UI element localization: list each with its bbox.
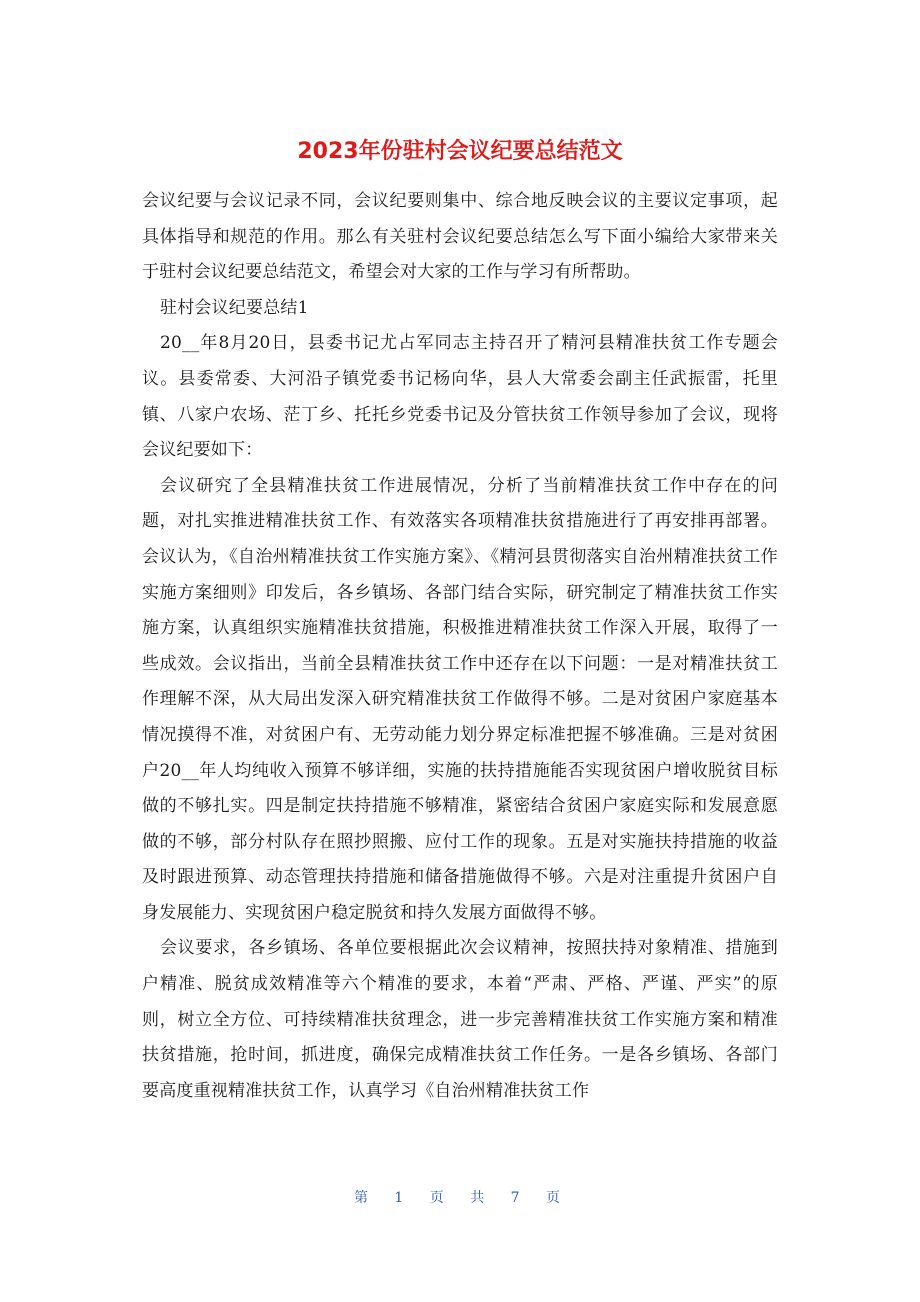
section-heading: 驻村会议纪要总结1 xyxy=(160,297,309,318)
meeting-paragraph: 20__年8月20日，县委书记尤占军同志主持召开了精河县精准扶贫工作专题会议。县委常委、大河沿子镇党委书记杨向华，县人大常委会副主任武振雷，托里镇、八家户农场、茫丁乡、托托乡党委书记及分管扶贫工作领导参加了会议，现将会议纪要如下： xyxy=(142,333,778,461)
document-body xyxy=(142,184,778,1109)
requirements-paragraph: 会议要求，各乡镇场、各单位要根据此次会议精神，按照扶持对象精准、措施到户精准、脱贫成效精准等六个精准的要求，本着“严肃、严格、严谨、严实”的原则，树立全方位、可持续精准扶贫理念，进一步完善精准扶贫工作实施方案和精准扶贫措施，抢时间，抓进度，确保完成精准扶贫工作任务。一是各乡镇场、各部门要高度重视精准扶贫工作，认真学习《自治州精准扶贫工作 xyxy=(142,938,778,1101)
document-title: 2023年份驻村会议纪要总结范文 xyxy=(297,139,623,164)
intro-paragraph: 会议纪要与会议记录不同，会议纪要则集中、综合地反映会议的主要议定事项，起具体指导和规范的作用。那么有关驻村会议纪要总结怎么写下面小编给大家带来关于驻村会议纪要总结范文，希望会对大家的工作与学习有所帮助。 xyxy=(142,191,778,283)
analysis-paragraph: 会议研究了全县精准扶贫工作进展情况，分析了当前精准扶贫工作中存在的问题，对扎实推进精准扶贫工作、有效落实各项精准扶贫措施进行了再安排再部署。会议认为，《自治州精准扶贫工作实施方案》、《精河县贯彻落实自治州精准扶贫工作实施方案细则》印发后，各乡镇场、各部门结合实际，研究制定了精准扶贫工作实施方案，认真组织实施精准扶贫措施，积极推进精准扶贫工作深入开展，取得了一些成效。会议指出，当前全县精准扶贫工作中还存在以下问题：一是对精准扶贫工作理解不深，从大局出发深入研究精准扶贫工作做得不够。二是对贫困户家庭基本情况摸得不准，对贫困户有、无劳动能力划分界定标准把握不够准确。三是对贫困户20__年人均纯收入预算不够详细，实施的扶持措施能否实现贫困户增收脱贫目标做的不够扎实。四是制定扶持措施不够精准，紧密结合贫困户家庭实际和发展意愿做的不够，部分村队存在照抄照搬、应付工作的现象。五是对实施扶持措施的收益及时跟进预算、动态管理扶持措施和储备措施做得不够。六是对注重提升贫困户自身发展能力、实现贫困户稳定脱贫和持久发展方面做得不够。 xyxy=(142,475,778,923)
page-number-footer: 第 1 页 共 7 页 xyxy=(353,1190,567,1206)
